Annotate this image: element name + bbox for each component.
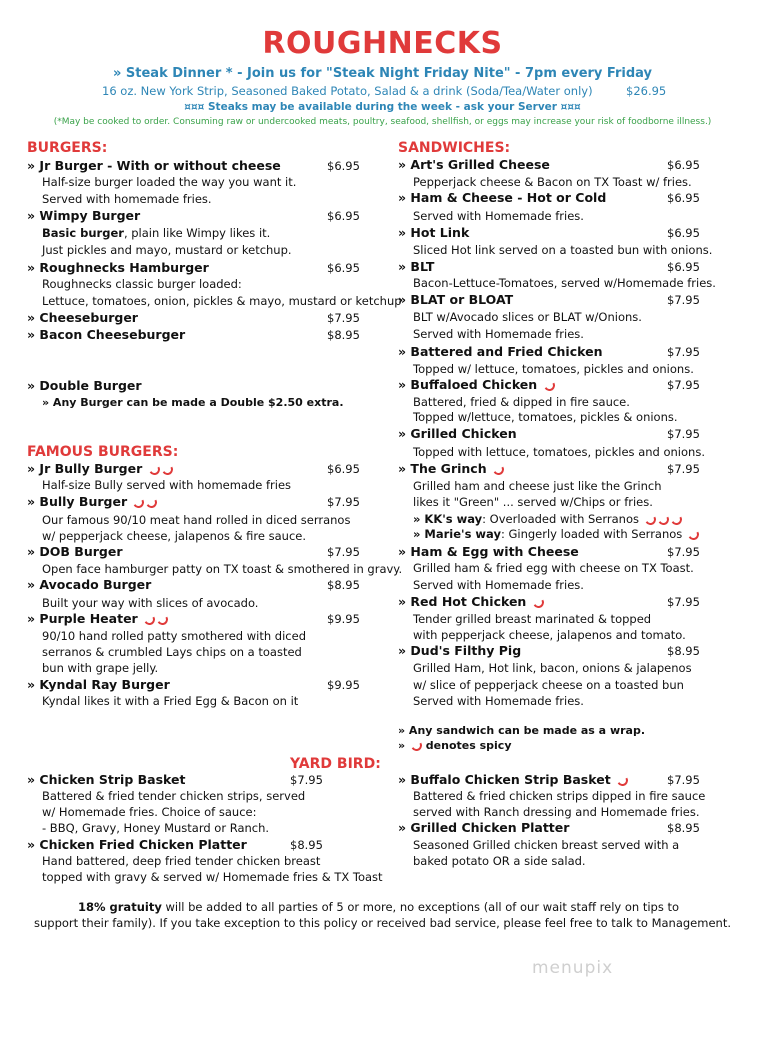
ham-egg-cheese-price: $7.95 xyxy=(667,545,700,559)
bully-label: » Bully Burger xyxy=(27,494,128,509)
wrap-note: » Any sandwich can be made as a wrap. xyxy=(398,724,646,737)
hot-link-name: » Hot Link xyxy=(398,225,470,240)
duds-desc-3: Served with Homemade fries. xyxy=(413,694,584,708)
cheeseburger-name: » Cheeseburger xyxy=(27,310,138,325)
spicy-legend xyxy=(398,739,512,752)
avocado-desc-1: Built your way with slices of avocado. xyxy=(42,596,259,610)
avocado-burger-name: » Avocado Burger xyxy=(27,577,152,592)
buffaloed-desc-1: Battered, fried & dipped in fire sauce. xyxy=(413,395,630,409)
yard-bird-heading: YARD BIRD: xyxy=(290,756,381,772)
steak-promo: » Steak Dinner * - Join us for "Steak Night Friday Nite" - 7pm every Friday xyxy=(112,66,652,81)
chili-pepper-icon xyxy=(669,513,682,526)
the-grinch-name xyxy=(398,461,504,476)
menupix-watermark: menupix xyxy=(532,958,614,978)
ham-egg-desc-2: Served with Homemade fries. xyxy=(413,578,584,592)
grinch-desc-1: Grilled ham and cheese just like the Grinch xyxy=(413,479,662,493)
dob-burger-price: $7.95 xyxy=(327,545,360,559)
ham-egg-cheese-name: » Ham & Egg with Cheese xyxy=(398,544,579,559)
kks-way xyxy=(413,512,682,526)
chili-pepper-icon xyxy=(145,496,158,509)
blat-desc-1: BLT w/Avocado slices or BLAT w/Onions. xyxy=(413,310,642,324)
bully-desc-1: Our famous 90/10 meat hand rolled in diced serranos xyxy=(42,513,351,527)
steak-price: $26.95 xyxy=(626,84,667,98)
buffaloed-label: » Buffaloed Chicken xyxy=(398,377,538,392)
roughnecks-hamburger-price: $6.95 xyxy=(327,261,360,275)
cfc-desc-1: Hand battered, deep fried tender chicken breast xyxy=(42,854,321,868)
buffalo-chicken-strip-basket-price: $7.95 xyxy=(667,773,700,787)
blt-price: $6.95 xyxy=(667,260,700,274)
battered-fried-chicken-name: » Battered and Fried Chicken xyxy=(398,344,603,359)
purple-heater-price: $9.95 xyxy=(327,612,360,626)
duds-desc-2: w/ slice of pepperjack cheese on a toasted bun xyxy=(413,678,684,692)
grinch-desc-2: likes it "Green" ... served w/Chips or fries. xyxy=(413,495,653,509)
arts-grilled-cheese-name: » Art's Grilled Cheese xyxy=(398,157,550,172)
purple-heater-label: » Purple Heater xyxy=(27,611,138,626)
gcp-desc-2: baked potato OR a side salad. xyxy=(413,854,586,868)
spicy-legend-bullet: » xyxy=(398,739,406,752)
strip-desc-3: - BBQ, Gravy, Honey Mustard or Ranch. xyxy=(42,821,270,835)
arts-grilled-cheese-price: $6.95 xyxy=(667,158,700,172)
arts-desc-1: Pepperjack cheese & Bacon on TX Toast w/ fries. xyxy=(413,175,692,189)
chicken-fried-chicken-platter-price: $8.95 xyxy=(290,838,323,852)
spicy-legend-text: denotes spicy xyxy=(425,739,512,752)
cheeseburger-price: $7.95 xyxy=(327,311,360,325)
grilled-chicken-platter-price: $8.95 xyxy=(667,821,700,835)
buffalo-strip-label: » Buffalo Chicken Strip Basket xyxy=(398,772,611,787)
bacon-cheeseburger-price: $8.95 xyxy=(327,328,360,342)
purple-desc-1: 90/10 hand rolled patty smothered with diced xyxy=(42,629,306,643)
buffalo-desc-2: served with Ranch dressing and Homemade fries. xyxy=(413,805,700,819)
famous-burgers-heading: FAMOUS BURGERS: xyxy=(27,444,179,460)
dob-burger-name: » DOB Burger xyxy=(27,544,123,559)
chili-pepper-icon xyxy=(643,513,656,526)
chili-pepper-icon xyxy=(156,613,169,626)
chili-pepper-icon xyxy=(687,528,700,541)
chili-pepper-icon xyxy=(531,596,544,609)
double-burger-name: » Double Burger xyxy=(27,378,142,393)
chicken-fried-chicken-platter-name: » Chicken Fried Chicken Platter xyxy=(27,837,247,852)
avocado-burger-price: $8.95 xyxy=(327,578,360,592)
purple-heater-name xyxy=(27,611,168,626)
jr-burger-name: » Jr Burger - With or without cheese xyxy=(27,158,281,173)
jr-burger-desc-2: Served with homemade fries. xyxy=(42,192,212,206)
hot-link-price: $6.95 xyxy=(667,226,700,240)
chili-pepper-icon xyxy=(132,496,145,509)
roughnecks-hamburger-name: » Roughnecks Hamburger xyxy=(27,260,209,275)
ham-cheese-price: $6.95 xyxy=(667,191,700,205)
blt-desc-1: Bacon-Lettuce-Tomatoes, served w/Homemade fries. xyxy=(413,276,716,290)
chili-pepper-icon xyxy=(656,513,669,526)
ham-cheese-name: » Ham & Cheese - Hot or Cold xyxy=(398,190,607,205)
purple-desc-3: bun with grape jelly. xyxy=(42,661,159,675)
wimpy-burger-name: » Wimpy Burger xyxy=(27,208,141,223)
red-hot-desc-1: Tender grilled breast marinated & topped xyxy=(413,612,652,626)
buffalo-chicken-strip-basket-name xyxy=(398,772,628,787)
red-hot-desc-2: with pepperjack cheese, jalapenos and tomato. xyxy=(413,628,686,642)
grilled-chicken-price: $7.95 xyxy=(667,427,700,441)
wimpy-burger-price: $6.95 xyxy=(327,209,360,223)
blt-name: » BLT xyxy=(398,259,435,274)
bully-burger-price: $7.95 xyxy=(327,495,360,509)
wimpy-desc-rest: , plain like Wimpy likes it. xyxy=(123,226,271,240)
buffaloed-chicken-price: $7.95 xyxy=(667,378,700,392)
burgers-heading: BURGERS: xyxy=(27,140,108,156)
buffalo-desc-1: Battered & fried chicken strips dipped in fire sauce xyxy=(413,789,706,803)
bully-burger-name xyxy=(27,494,157,509)
wimpy-burger-desc-1 xyxy=(42,226,270,240)
blat-desc-2: Served with Homemade fries. xyxy=(413,327,584,341)
grilled-chicken-name: » Grilled Chicken xyxy=(398,426,517,441)
buffaloed-chicken-name xyxy=(398,377,555,392)
grilled-chicken-desc-1: Topped with lettuce, tomatoes, pickles and onions. xyxy=(413,445,705,459)
bacon-cheeseburger-name: » Bacon Cheeseburger xyxy=(27,327,186,342)
jr-bully-burger-name xyxy=(27,461,173,476)
duds-desc-1: Grilled Ham, Hot link, bacon, onions & jalapenos xyxy=(413,661,692,675)
strip-desc-2: w/ Homemade fries. Choice of sauce: xyxy=(42,805,257,819)
grinch-label: » The Grinch xyxy=(398,461,487,476)
chicken-strip-basket-name: » Chicken Strip Basket xyxy=(27,772,186,787)
dob-desc-1: Open face hamburger patty on TX toast & smothered in gravy. xyxy=(42,562,403,576)
gratuity-policy-line-2: support their family). If you take exception to this policy or received bad service, please feel free to talk to Management. xyxy=(34,916,731,930)
kyndal-desc-1: Kyndal likes it with a Fried Egg & Bacon on it xyxy=(42,694,299,708)
wimpy-basic-label: Basic burger xyxy=(42,226,124,240)
battered-desc-1: Topped w/ lettuce, tomatoes, pickles and onions. xyxy=(413,362,694,376)
ham-egg-desc-1: Grilled ham & fried egg with cheese on TX Toast. xyxy=(413,561,694,575)
chili-pepper-icon xyxy=(160,463,173,476)
bully-desc-2: w/ pepperjack cheese, jalapenos & fire sauce. xyxy=(42,529,307,543)
restaurant-title: ROUGHNECKS xyxy=(262,26,503,61)
roughnecks-desc-1: Roughnecks classic burger loaded: xyxy=(42,277,242,291)
jr-bully-label: » Jr Bully Burger xyxy=(27,461,143,476)
buffaloed-desc-2: Topped w/lettuce, tomatoes, pickles & onions. xyxy=(413,410,678,424)
hot-link-desc-1: Sliced Hot link served on a toasted bun with onions. xyxy=(413,243,713,257)
duds-filthy-pig-name: » Dud's Filthy Pig xyxy=(398,643,522,658)
steak-description: 16 oz. New York Strip, Seasoned Baked Potato, Salad & a drink (Soda/Tea/Water only) xyxy=(102,84,593,98)
red-hot-chicken-price: $7.95 xyxy=(667,595,700,609)
jr-burger-price: $6.95 xyxy=(327,159,360,173)
kyndal-ray-burger-price: $9.95 xyxy=(327,678,360,692)
kyndal-ray-burger-name: » Kyndal Ray Burger xyxy=(27,677,170,692)
jr-bully-burger-price: $6.95 xyxy=(327,462,360,476)
chili-pepper-icon xyxy=(143,613,156,626)
the-grinch-price: $7.95 xyxy=(667,462,700,476)
maries-way xyxy=(413,527,699,541)
steak-availability-note: ¤¤¤ Steaks may be available during the week - ask your Server ¤¤¤ xyxy=(184,101,581,113)
chili-pepper-icon xyxy=(616,774,629,787)
kks-way-label: » KK's way xyxy=(413,512,483,526)
gcp-desc-1: Seasoned Grilled chicken breast served with a xyxy=(413,838,680,852)
gratuity-label: 18% gratuity xyxy=(78,900,162,914)
red-hot-label: » Red Hot Chicken xyxy=(398,594,527,609)
chili-pepper-icon xyxy=(492,463,505,476)
strip-desc-1: Battered & fried tender chicken strips, served xyxy=(42,789,306,803)
double-burger-note: » Any Burger can be made a Double $2.50 extra. xyxy=(42,396,344,409)
grilled-chicken-platter-name: » Grilled Chicken Platter xyxy=(398,820,570,835)
blat-price: $7.95 xyxy=(667,293,700,307)
cfc-desc-2: topped with gravy & served w/ Homemade fries & TX Toast xyxy=(42,870,383,884)
food-safety-warning: (*May be cooked to order. Consuming raw or undercooked meats, poultry, seafood, shellfish, or eggs may increase your risk of foodborne illness.) xyxy=(53,117,712,127)
purple-desc-2: serranos & crumbled Lays chips on a toasted xyxy=(42,645,302,659)
red-hot-chicken-name xyxy=(398,594,544,609)
chili-pepper-icon xyxy=(542,379,555,392)
duds-filthy-pig-price: $8.95 xyxy=(667,644,700,658)
chili-pepper-icon xyxy=(410,739,423,752)
jr-bully-desc-1: Half-size Bully served with homemade fries xyxy=(42,478,292,492)
chili-pepper-icon xyxy=(147,463,160,476)
ham-cheese-desc-1: Served with Homemade fries. xyxy=(413,209,584,223)
wimpy-burger-desc-2: Just pickles and mayo, mustard or ketchup. xyxy=(42,243,292,257)
chicken-strip-basket-price: $7.95 xyxy=(290,773,323,787)
maries-way-label: » Marie's way xyxy=(413,527,501,541)
gratuity-policy-line-1 xyxy=(78,900,679,914)
sandwiches-heading: SANDWICHES: xyxy=(398,140,511,156)
blat-name: » BLAT or BLOAT xyxy=(398,292,514,307)
gratuity-text: will be added to all parties of 5 or more, no exceptions (all of our wait staff rely on tips to xyxy=(161,900,680,914)
maries-way-desc: : Gingerly loaded with Serranos xyxy=(500,527,683,541)
jr-burger-desc-1: Half-size burger loaded the way you want it. xyxy=(42,175,297,189)
kks-way-desc: : Overloaded with Serranos xyxy=(482,512,640,526)
roughnecks-desc-2: Lettuce, tomatoes, onion, pickles & mayo, mustard or ketchup xyxy=(42,294,402,308)
battered-fried-chicken-price: $7.95 xyxy=(667,345,700,359)
